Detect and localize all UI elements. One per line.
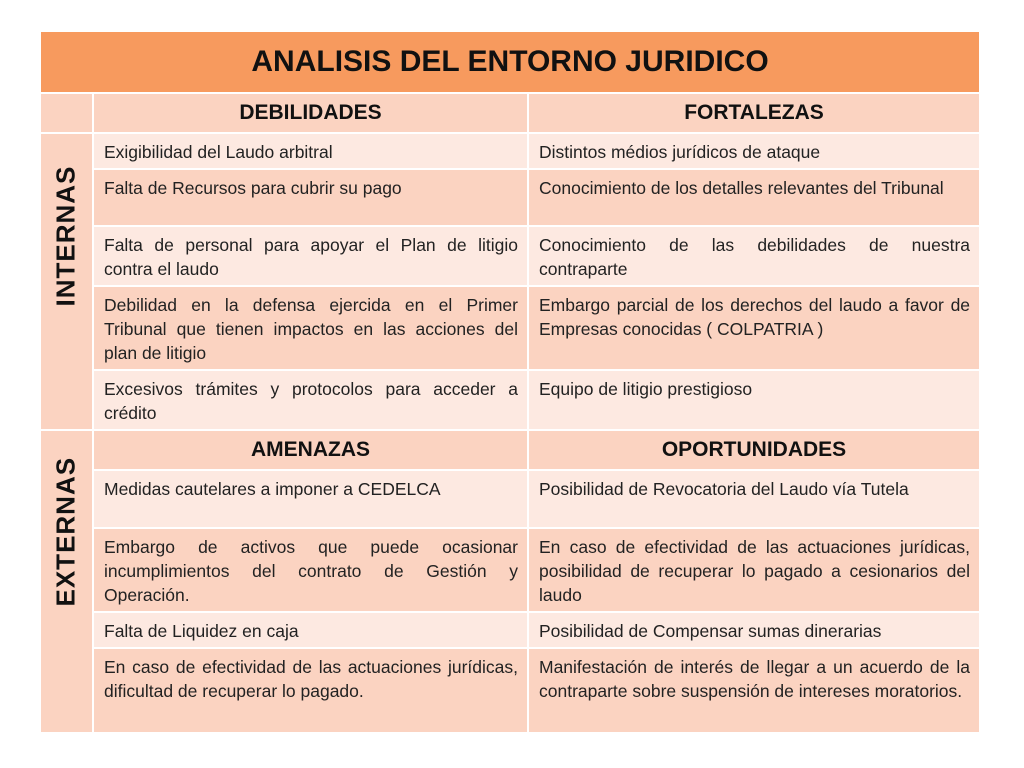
- side-label-externas: EXTERNAS: [50, 456, 81, 607]
- header-debilidades: DEBILIDADES: [93, 93, 528, 133]
- side-label-internas-cell: [40, 133, 93, 430]
- debilidad-item: Falta de personal para apoyar el Plan de litigio contra el laudo: [93, 226, 528, 286]
- header-fortalezas: FORTALEZAS: [528, 93, 980, 133]
- side-label-internas: INTERNAS: [50, 165, 81, 307]
- header-oportunidades: OPORTUNIDADES: [528, 430, 980, 470]
- debilidad-item: Exigibilidad del Laudo arbitral: [93, 133, 528, 169]
- oportunidad-item: Manifestación de interés de llegar a un acuerdo de la contraparte sobre suspensión de intereses moratorios.: [528, 648, 980, 733]
- debilidad-item: Falta de Recursos para cubrir su pago: [93, 169, 528, 226]
- oportunidad-item: Posibilidad de Revocatoria del Laudo vía Tutela: [528, 470, 980, 528]
- amenaza-item: Medidas cautelares a imponer a CEDELCA: [93, 470, 528, 528]
- header-amenazas: AMENAZAS: [93, 430, 528, 470]
- fortaleza-item: Equipo de litigio prestigioso: [528, 370, 980, 430]
- debilidad-item: Excesivos trámites y protocolos para acceder a crédito: [93, 370, 528, 430]
- table-title: ANALISIS DEL ENTORNO JURIDICO: [40, 31, 980, 93]
- oportunidad-item: En caso de efectividad de las actuaciones jurídicas, posibilidad de recuperar lo pagado a cesionarios del laudo: [528, 528, 980, 612]
- fortaleza-item: Conocimiento de los detalles relevantes del Tribunal: [528, 169, 980, 226]
- amenaza-item: Falta de Liquidez en caja: [93, 612, 528, 648]
- fortaleza-item: Embargo parcial de los derechos del laudo a favor de Empresas conocidas ( COLPATRIA ): [528, 286, 980, 370]
- fortaleza-item: Distintos médios jurídicos de ataque: [528, 133, 980, 169]
- swot-table: [39, 30, 981, 734]
- corner-cell: [40, 93, 93, 133]
- amenaza-item: Embargo de activos que puede ocasionar incumplimientos del contrato de Gestión y Operación.: [93, 528, 528, 612]
- amenaza-item: En caso de efectividad de las actuaciones jurídicas, dificultad de recuperar lo pagado.: [93, 648, 528, 733]
- side-label-externas-cell: [40, 430, 93, 733]
- debilidad-item: Debilidad en la defensa ejercida en el Primer Tribunal que tienen impactos en las acciones del plan de litigio: [93, 286, 528, 370]
- fortaleza-item: Conocimiento de las debilidades de nuestra contraparte: [528, 226, 980, 286]
- oportunidad-item: Posibilidad de Compensar sumas dinerarias: [528, 612, 980, 648]
